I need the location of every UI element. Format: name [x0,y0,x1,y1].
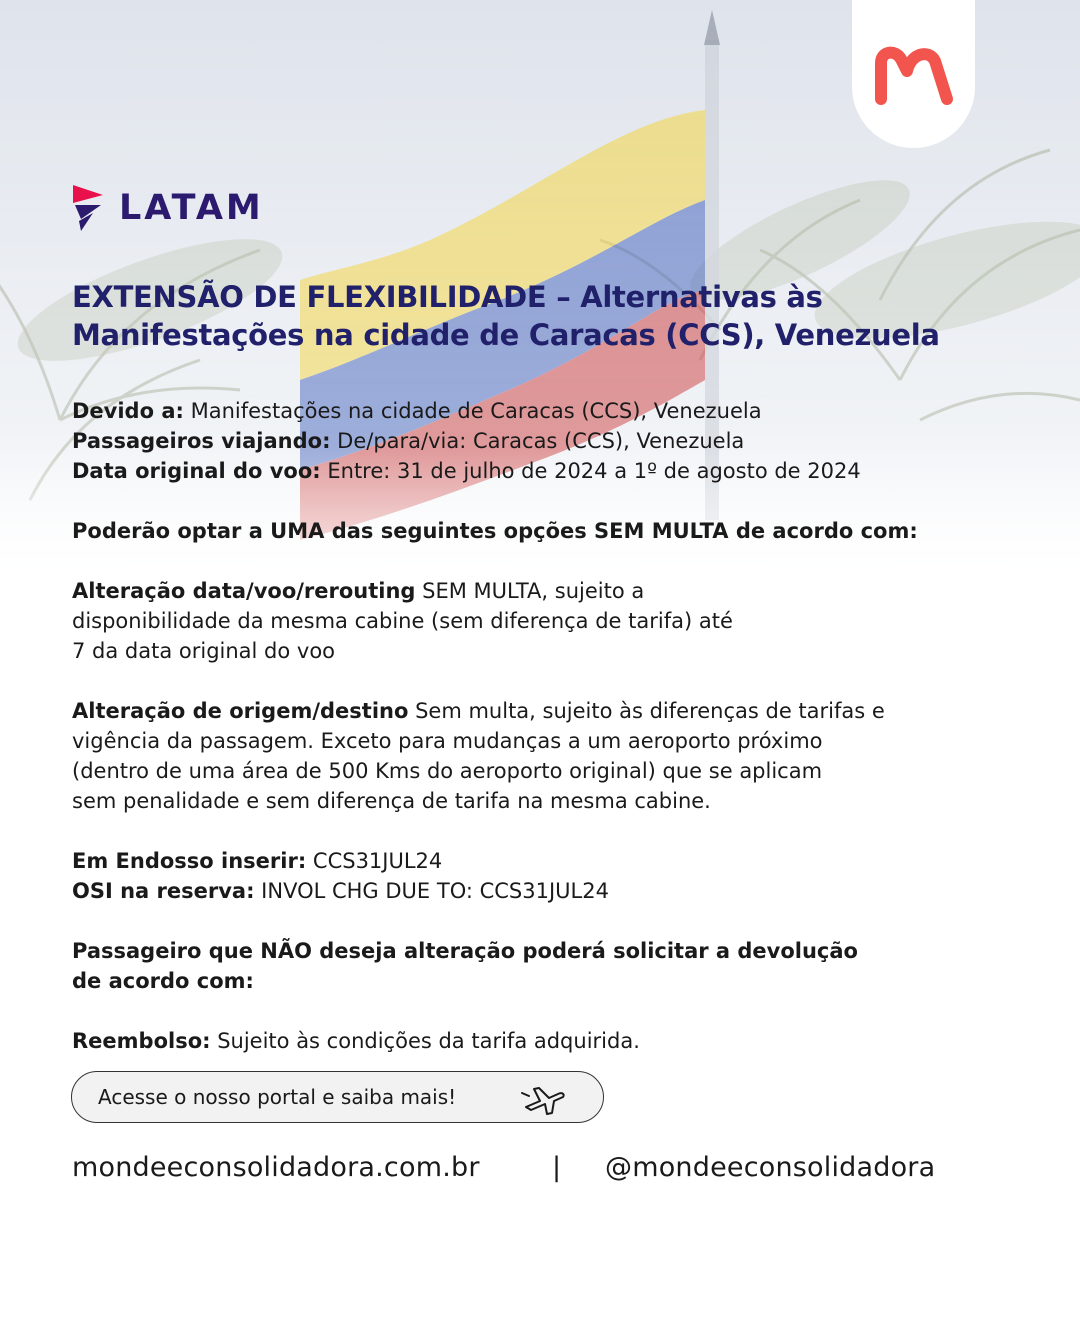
option2-line4: sem penalidade e sem diferença de tarifa na mesma cabine. [72,789,711,813]
page-title [72,278,1032,354]
passengers-label: Passageiros viajando: [72,429,331,453]
endorsement-value: CCS31JUL24 [306,849,443,873]
mondee-logo-icon [873,43,955,105]
title-line-2: Manifestações na cidade de Caracas (CCS), Venezuela [72,318,940,352]
airplane-icon [520,1081,566,1115]
refund-row [72,1026,1012,1056]
option2-label: Alteração de origem/destino [72,699,409,723]
title-line-1: EXTENSÃO DE FLEXIBILIDADE – Alternativas às [72,280,823,314]
due-value: Manifestações na cidade de Caracas (CCS), Venezuela [183,399,762,423]
option2-text-1: Sem multa, sujeito às diferenças de tarifas e [408,699,885,723]
refund-value: Sujeito às condições da tarifa adquirida. [210,1029,640,1053]
endorsement-label: Em Endosso inserir: [72,849,307,873]
latam-logo [71,182,264,234]
option1-line3: 7 da data original do voo [72,639,336,663]
options-intro [72,516,1012,546]
website-link[interactable]: mondeeconsolidadora.com.br [72,1152,480,1183]
refund-intro-line2 [72,966,1012,996]
passengers-row [72,426,1012,456]
date-row [72,456,1012,486]
brand-badge [852,0,975,148]
option1-text-1: SEM MULTA, sujeito a [415,579,645,603]
date-label: Data original do voo: [72,459,321,483]
cta-label: Acesse o nosso portal e saiba mais! [98,1085,457,1109]
footer [72,1148,972,1192]
option1-line1 [72,576,1012,606]
refund-intro-text-2: de acordo com: [72,969,254,993]
option1-label: Alteração data/voo/rerouting [72,579,416,603]
latam-arrow-icon [71,183,105,233]
osi-value: INVOL CHG DUE TO: CCS31JUL24 [254,879,609,903]
option2-line2: vigência da passagem. Exceto para mudanças a um aeroporto próximo [72,729,823,753]
refund-intro-line1 [72,936,1012,966]
option1-line2: disponibilidade da mesma cabine (sem diferença de tarifa) até [72,609,733,633]
latam-wordmark: LATAM [119,188,264,228]
osi-label: OSI na reserva: [72,879,255,903]
refund-intro-text-1: Passageiro que NÃO deseja alteração poderá solicitar a devolução [72,939,858,963]
passengers-value: De/para/via: Caracas (CCS), Venezuela [330,429,745,453]
option2-line3: (dentro de uma área de 500 Kms do aeroporto original) que se aplicam [72,759,823,783]
notice-body [72,396,1012,1056]
endorsement-row [72,846,1012,876]
due-label: Devido a: [72,399,184,423]
date-value: Entre: 31 de julho de 2024 a 1º de agosto de 2024 [320,459,861,483]
portal-cta-button[interactable] [71,1071,604,1123]
option2-line1 [72,696,1012,726]
options-intro-text: Poderão optar a UMA das seguintes opções SEM MULTA de acordo com: [72,519,918,543]
due-row [72,396,1012,426]
osi-row [72,876,1012,906]
refund-label: Reembolso: [72,1029,211,1053]
social-handle[interactable]: @mondeeconsolidadora [605,1152,936,1183]
footer-separator: | [552,1152,562,1183]
